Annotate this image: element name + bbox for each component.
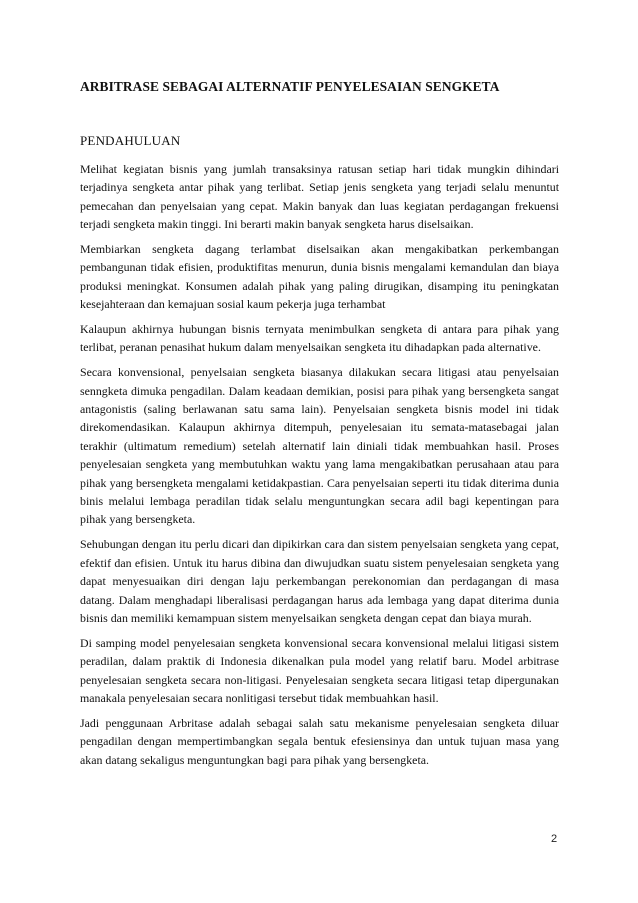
paragraph-6: Di samping model penyelesaian sengketa konvensional secara konvensional melalui litigasi sistem peradilan, dalam praktik di Indonesia dikenalkan pula model yang relatif baru. Model arbitrase penyelesaian sengketa secara non-litigasi. Penyelesaian sengketa secara litigasi tetap dipergunakan manakala penyelesaian secara nonlitigasi tersebut tidak membuahkan hasil. bbox=[80, 635, 559, 705]
document-body bbox=[80, 160, 559, 775]
paragraph-7: Jadi penggunaan Arbritase adalah sebagai salah satu mekanisme penyelesaian sengketa diluar pengadilan dengan mempertimbangkan segala bentuk efesiensinya dan untuk tujuan masa yang akan datang sekaligus menguntungkan bagi para pihak yang bersengketa. bbox=[80, 715, 559, 767]
paragraph-4: Secara konvensional, penyelsaian sengketa biasanya dilakukan secara litigasi atau penyelsaian senngketa dimuka pengadilan. Dalam keadaan demikian, posisi para pihak yang bersengketa sangat antagonistis (saling berlawanan satu sama lain). Penyelsaian sengketa bisnis model ini tidak direkomendasikan. Kalaupun akhirnya ditempuh, penyelesaian itu semata-matasebagai jalan terakhir (ultimatum remedium) setelah alternatif lain diniali tidak membuahkan hasil. Proses penyelesaian sengketa yang membutuhkan waktu yang lama mengakibatkan perusahaan atau para pihak yang bersengketa mengalami ketidakpastian. Cara penyelsaian seperti itu tidak diterima dunia binis melalui lembaga peradilan tidak selalu menguntungkan secara adil bagi kepentingan para pihak yang bersengketa. bbox=[80, 365, 559, 527]
page-number: 2 bbox=[551, 833, 558, 845]
document-title: ARBITRASE SEBAGAI ALTERNATIF PENYELESAIAN SENGKETA bbox=[80, 79, 500, 94]
section-heading: PENDAHULUAN bbox=[80, 133, 181, 148]
paragraph-3: Kalaupun akhirnya hubungan bisnis ternyata menimbulkan sengketa di antara para pihak yang terlibat, peranan penasihat hukum dalam menyelsaikan sengketa itu dihadapkan pada alternative. bbox=[80, 322, 559, 355]
paragraph-2: Membiarkan sengketa dagang terlambat diselsaikan akan mengakibatkan perkembangan pembangunan tidak efisien, produktifitas menurun, dunia bisnis mengalami kemandulan dan biaya produksi meningkat. Konsumen adalah pihak yang paling dirugikan, disamping itu peningkatan kesejahteraan dan kemajuan sosial kaum pekerja juga terhambat bbox=[80, 242, 559, 312]
paragraph-5: Sehubungan dengan itu perlu dicari dan dipikirkan cara dan sistem penyelsaian sengketa yang cepat, efektif dan efisien. Untuk itu harus dibina dan diwujudkan suatu sistem penyelesaian sengketa yang dapat menyesuaikan diri dengan laju perkembangan perekonomian dan perdagangan di masa datang. Dalam menghadapi liberalisasi perdagangan harus ada lembaga yang dapat diterima dunia bisnis dan memiliki kemampuan sistem menyelsaikan sengketa dengan cepat dan biaya murah. bbox=[80, 537, 559, 625]
paragraph-1: Melihat kegiatan bisnis yang jumlah transaksinya ratusan setiap hari tidak mungkin dihindari terjadinya sengketa antar pihak yang terlibat. Setiap jenis sengketa yang terjadi selalu menuntut pemecahan dan penyelsaian yang cepat. Makin banyak dan luas kegiatan perdagangan frekuensi terjadi sengketa makin tinggi. Ini berarti makin banyak sengketa harus diselsaikan. bbox=[80, 162, 559, 232]
